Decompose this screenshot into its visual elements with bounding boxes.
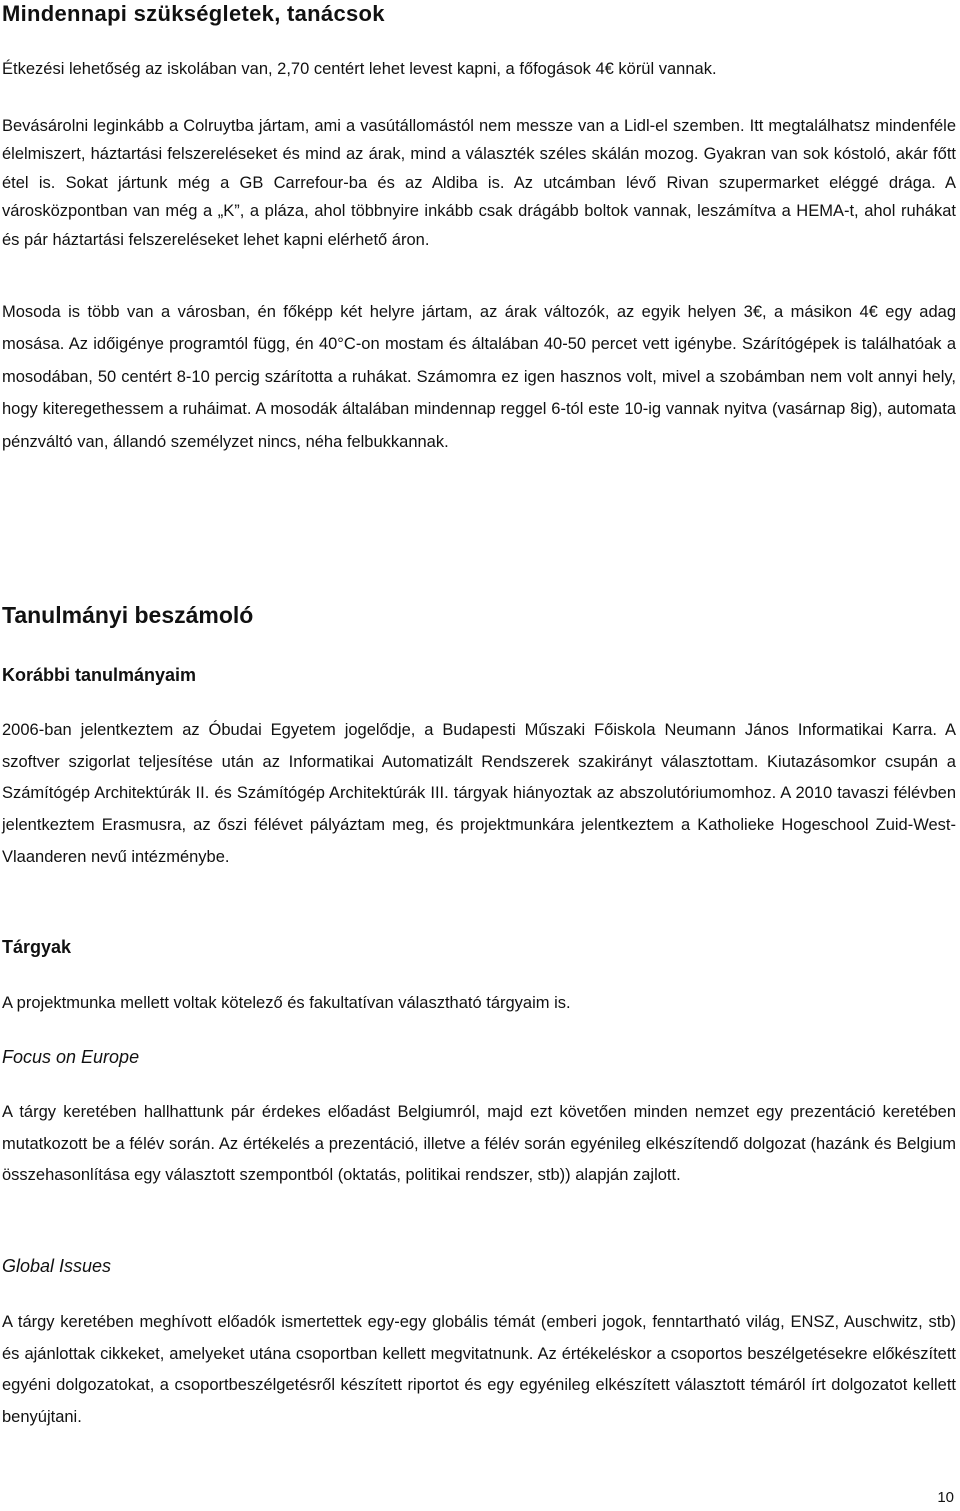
paragraph-food: Étkezési lehetőség az iskolában van, 2,70 centért lehet levest kapni, a főfogások 4€ körül vannak. bbox=[2, 60, 717, 78]
section-title-study-report: Tanulmányi beszámoló bbox=[2, 602, 254, 628]
paragraph-courses-intro: A projektmunka mellett voltak kötelező és fakultatívan választható tárgyaim is. bbox=[2, 994, 571, 1012]
subsection-title-courses: Tárgyak bbox=[2, 937, 72, 957]
paragraph-laundry: Mosoda is több van a városban, én főképp két helyre jártam, az árak változók, az egyik helyen 3€, a másikon 4€ egy adag mosása. Az időigénye programtól függ, én 40°C-on mostam és általában 40-50 percet vett igénybe. Szárítógépek is találhatóak a mosodában, 50 centért 8-10 percig szárította a ruhákat. Számomra ez igen hasznos volt, mivel a szobámban nem volt annyi hely, hogy kiteregethessem a ruháimat. A mosodák általában mindennap reggel 6-tól este 10-ig vannak nyitva (vasárnap 8ig), automata pénzváltó van, állandó személyzet nincs, néha felbukkannak. bbox=[2, 303, 956, 451]
course-title-focus-on-europe: Focus on Europe bbox=[2, 1047, 140, 1067]
section-title-daily-needs: Mindennapi szükségletek, tanácsok bbox=[2, 1, 385, 26]
paragraph-focus-on-europe: A tárgy keretében hallhattunk pár érdekes előadást Belgiumról, majd ezt követően minden nemzet egy prezentáció keretében mutatkozott be a félév során. Az értékelés a prezentáció, illetve a félév során egyénileg elkészítendő dolgozat (hazánk és Belgium összehasonlítása egy választott szempontból (oktatás, politikai rendszer, stb)) alapján zajlott. bbox=[2, 1103, 956, 1185]
paragraph-shopping: Bevásárolni leginkább a Colruytba jártam, ami a vasútállomástól nem messze van a Lidl-el szemben. Itt megtalálhatsz mindenféle élelmiszert, háztartási felszereléseket és mind az árak, mind a választék széles skálán mozog. Gyakran van sok kóstoló, akár főtt étel is. Sokat jártunk még a GB Carrefour-ba és az Aldiba is. Az utcámban lévő Rivan szupermarket eléggé drága. A városközpontban van még a „K”, a pláza, ahol többnyire inkább csak drágább boltok vannak, leszámítva a HEMA-t, ahol ruhákat és pár háztartási felszereléseket lehet kapni elérhető áron. bbox=[2, 117, 956, 249]
paragraph-global-issues: A tárgy keretében meghívott előadók ismertettek egy-egy globális témát (emberi jogok, fenntartható világ, ENSZ, Auschwitz, stb) és ajánlottak cikkeket, amelyeket utána csoportban kellett megvitatnunk. Az értékeléskor a csoportos beszélgetésekre előkészített egyéni dolgozatokat, a csoportbeszélgetésről készített riportot és egy egyénileg elkészített választott témáról írt dolgozatot kellett benyújtani. bbox=[2, 1313, 956, 1427]
paragraph-previous-studies: 2006-ban jelentkeztem az Óbudai Egyetem jogelődje, a Budapesti Műszaki Főiskola Neumann János Informatikai Karra. A szoftver szigorlat teljesítése után az Informatikai Automatizált Rendszerek szakirányt választottam. Kiutazásomkor csupán a Számítógép Architektúrák II. és Számítógép Architektúrák III. tárgyak hiányoztak az abszolutóriumomhoz. A 2010 tavaszi félévben jelentkeztem Erasmusra, az őszi félévet pályáztam meg, és projektmunkára jelentkeztem a Katholieke Hogeschool Zuid-West-Vlaanderen nevű intézménybe. bbox=[2, 721, 956, 866]
subsection-title-previous-studies: Korábbi tanulmányaim bbox=[2, 665, 197, 685]
page-number: 10 bbox=[937, 1489, 954, 1506]
course-title-global-issues: Global Issues bbox=[2, 1256, 112, 1276]
